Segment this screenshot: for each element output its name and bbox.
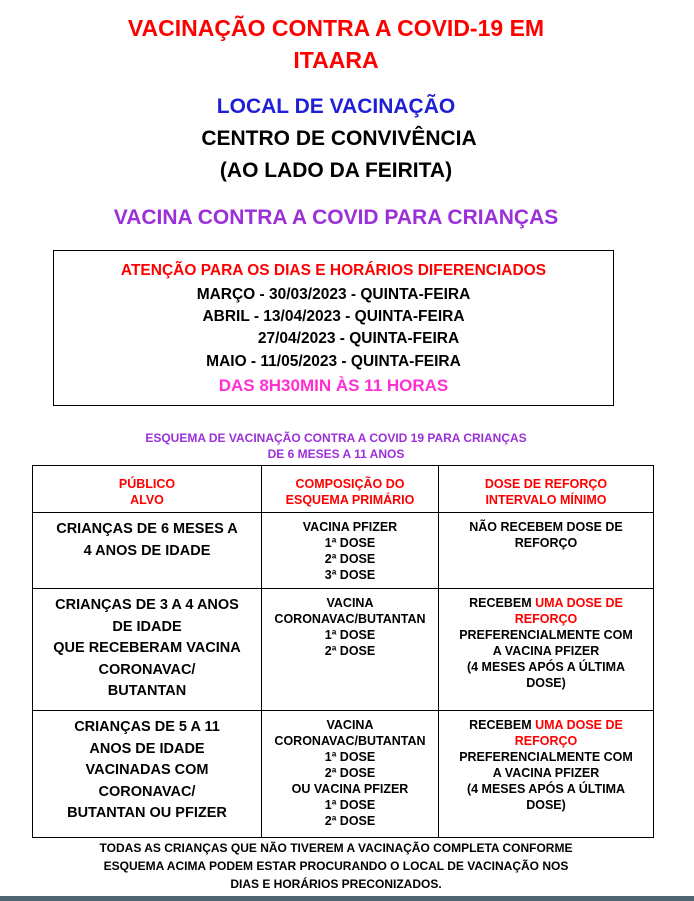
cell-line: QUE RECEBERAM VACINA (53, 640, 241, 656)
cell-line: 2ª DOSE (324, 644, 376, 658)
cell-line: DOSE) (526, 798, 566, 812)
attention-box (53, 250, 614, 406)
location-note: (AO LADO DA FEIRITA) (219, 159, 453, 182)
cell-line: VACINA PFIZER (302, 520, 398, 534)
header-public-line: PÚBLICO (118, 477, 176, 491)
header-public (33, 466, 262, 513)
footer-line: TODAS AS CRIANÇAS QUE NÃO TIVEREM A VACINAÇÃO COMPLETA CONFORME (99, 841, 573, 855)
vaccination-scheme-table (32, 465, 654, 838)
cell-line: VACINA (326, 718, 374, 732)
footer-line: DIAS E HORÁRIOS PRECONIZADOS. (230, 877, 442, 891)
cell-line: A VACINA PFIZER (492, 644, 600, 658)
cell-booster (439, 589, 654, 711)
booster-prefix: RECEBEM (469, 596, 536, 610)
cell-line: 2ª DOSE (324, 814, 376, 828)
cell-line: DE IDADE (112, 618, 182, 635)
cell-line: ANOS DE IDADE (89, 740, 205, 757)
cell-line: REFORÇO (514, 536, 578, 550)
table-row (33, 711, 654, 838)
cell-line: 1ª DOSE (324, 750, 376, 764)
title-line-2: ITAARA (293, 47, 379, 73)
cell-line: CRIANÇAS DE 6 MESES A (56, 521, 238, 537)
cell-line: CORONAVAC/ (98, 661, 196, 678)
cell-line: 2ª DOSE (324, 766, 376, 780)
cell-line: CORONAVAC/ (98, 783, 196, 800)
date-line-april-2: 27/04/2023 - QUINTA-FEIRA (257, 330, 460, 347)
cell-line: VACINADAS COM (85, 762, 209, 778)
cell-line: NÃO RECEBEM DOSE DE (469, 520, 623, 534)
cell-line: 3ª DOSE (324, 568, 376, 582)
cell-line (439, 717, 653, 733)
cell-line: VACINA (326, 596, 374, 610)
table-row (33, 589, 654, 711)
booster-highlight: UMA DOSE DE (535, 718, 623, 732)
header-public-line: ALVO (130, 493, 164, 507)
campaign-subtitle: VACINA CONTRA A COVID PARA CRIANÇAS (113, 206, 559, 229)
cell-line: BUTANTAN (107, 683, 187, 699)
footer-note (0, 839, 672, 893)
cell-line: 1ª DOSE (324, 536, 376, 550)
cell-line: CORONAVAC/BUTANTAN (274, 734, 426, 748)
cell-line: 4 ANOS DE IDADE (83, 542, 211, 559)
attention-heading: ATENÇÃO PARA OS DIAS E HORÁRIOS DIFERENCIADOS (120, 262, 547, 279)
header-composition-line: COMPOSIÇÃO DO (295, 477, 405, 491)
cell-line: 1ª DOSE (324, 628, 376, 642)
cell-composition (262, 589, 439, 711)
cell-line: PREFERENCIALMENTE COM (459, 750, 633, 764)
date-line-april-1: ABRIL - 13/04/2023 - QUINTA-FEIRA (202, 308, 465, 325)
page-title (0, 12, 672, 76)
cell-public (33, 513, 262, 589)
cell-composition (262, 513, 439, 589)
booster-highlight-2: REFORÇO (514, 612, 578, 626)
cell-public (33, 711, 262, 838)
date-line-march: MARÇO - 30/03/2023 - QUINTA-FEIRA (196, 286, 471, 303)
date-line-may: MAIO - 11/05/2023 - QUINTA-FEIRA (206, 353, 461, 370)
booster-highlight: UMA DOSE DE (535, 596, 623, 610)
cell-line (439, 595, 653, 611)
cell-line: CORONAVAC/BUTANTAN (274, 612, 426, 626)
table-header-row (33, 466, 654, 513)
header-composition (262, 466, 439, 513)
scheme-title-line-2: DE 6 MESES A 11 ANOS (267, 447, 405, 461)
booster-prefix: RECEBEM (469, 718, 536, 732)
location-label: LOCAL DE VACINAÇÃO (216, 95, 456, 118)
cell-booster (439, 513, 654, 589)
footer-line: ESQUEMA ACIMA PODEM ESTAR PROCURANDO O LOCAL DE VACINAÇÃO NOS (103, 859, 569, 873)
cell-line: (4 MESES APÓS A ÚLTIMA (466, 782, 626, 796)
header-booster-line: DOSE DE REFORÇO (484, 477, 608, 491)
scheme-title-line-1: ESQUEMA DE VACINAÇÃO CONTRA A COVID 19 PARA CRIANÇAS (145, 431, 527, 445)
header-composition-line: ESQUEMA PRIMÁRIO (285, 493, 415, 507)
cell-line: 2ª DOSE (324, 552, 376, 566)
header-booster-line: INTERVALO MÍNIMO (485, 493, 607, 507)
attention-hours: DAS 8H30MIN ÀS 11 HORAS (218, 376, 449, 395)
cell-line: CRIANÇAS DE 3 A 4 ANOS (55, 597, 239, 613)
scheme-title (0, 430, 672, 462)
cell-line: 1ª DOSE (324, 798, 376, 812)
location-name: CENTRO DE CONVIVÊNCIA (201, 127, 477, 150)
cell-line: CRIANÇAS DE 5 A 11 (74, 719, 220, 735)
cell-public (33, 589, 262, 711)
table-row (33, 513, 654, 589)
header-booster (439, 466, 654, 513)
cell-composition (262, 711, 439, 838)
cell-line: PREFERENCIALMENTE COM (459, 628, 633, 642)
cell-line: OU VACINA PFIZER (291, 782, 409, 796)
cell-booster (439, 711, 654, 838)
title-line-1: VACINAÇÃO CONTRA A COVID-19 EM (127, 15, 545, 41)
booster-highlight-2: REFORÇO (514, 734, 578, 748)
cell-line: (4 MESES APÓS A ÚLTIMA (466, 660, 626, 674)
bottom-divider (0, 896, 694, 901)
cell-line: DOSE) (526, 676, 566, 690)
cell-line: A VACINA PFIZER (492, 766, 600, 780)
cell-line: BUTANTAN OU PFIZER (67, 805, 227, 821)
